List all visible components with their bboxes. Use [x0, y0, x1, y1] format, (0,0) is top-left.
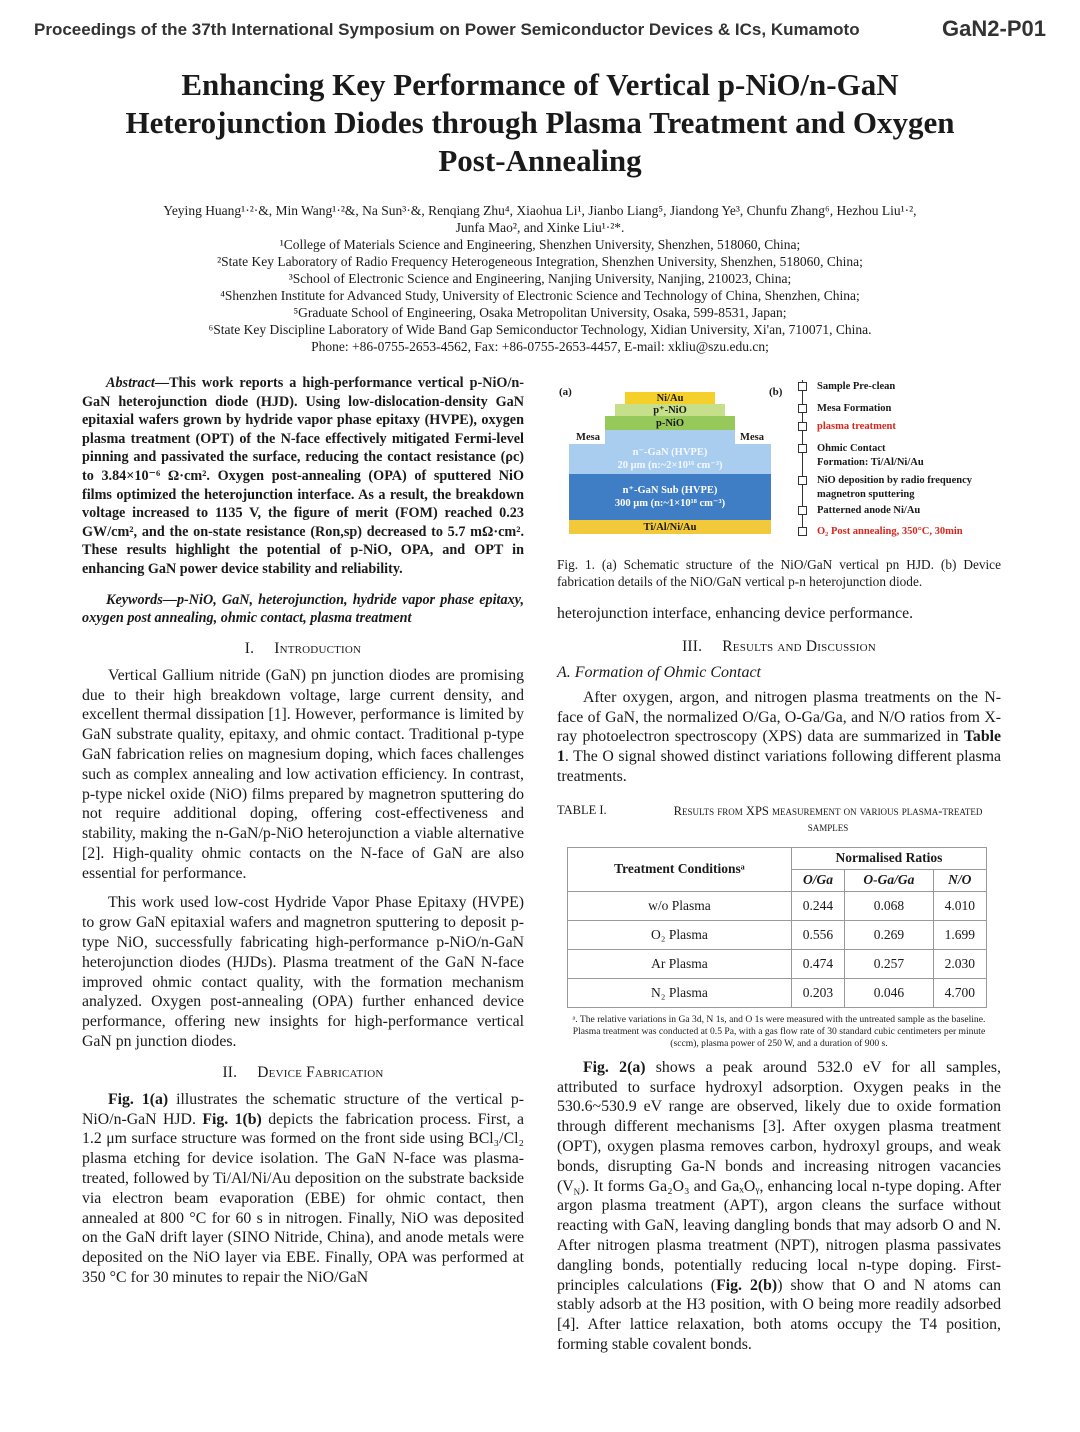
affiliation: ²State Key Laboratory of Radio Frequency Heterogeneous Integration, Shenzhen University, Shenzhen, 518060, China; [217, 254, 863, 269]
section-heading-results [557, 638, 1001, 656]
header-normalised-ratios: Normalised Ratios [791, 847, 986, 869]
figure-reference: Fig. 1(a) [108, 1090, 169, 1108]
section-heading-fabrication [82, 1064, 524, 1082]
paragraph-text: illustrates the schematic structure of the vertical p-NiO/n-GaN HJD. [82, 1090, 524, 1128]
substrate-label: n⁺-GaN Sub (HVPE) [622, 485, 718, 496]
step-pre-clean: Sample Pre-clean [817, 381, 896, 392]
step-anode: Patterned anode Ni/Au [817, 505, 921, 516]
paragraph-text: ). It forms Ga₂O₃ and GaₓOᵧ, enhancing local n-type doping. After argon plasma treatment (APT), argon cleans the surface without reacting with GaN, leaving dangling bonds that may adsorb O and N. After nitrogen plasma treatment (NPT), nitrogen plasma passivates dangling bonds, potentially reducing local n-type doping. First-principles calculations ( [557, 1177, 1001, 1294]
figure-1-caption: Fig. 1. (a) Schematic structure of the NiO/GaN vertical pn HJD. (b) Device fabrication details of the NiO/GaN vertical p-n heterojunction diode. [557, 557, 1001, 589]
header-col: N/O [933, 869, 986, 891]
drift-label: n⁻-GaN (HVPE) [632, 447, 708, 458]
header-col: O-Ga/Ga [845, 869, 933, 891]
table-row [568, 891, 987, 920]
subscript: N [573, 1186, 581, 1197]
cell: 0.269 [845, 920, 933, 949]
cell: 4.700 [933, 978, 986, 1007]
table-1-title [557, 803, 1001, 837]
step-marker [798, 444, 807, 453]
section-number: III. [682, 637, 703, 655]
header-treatment: Treatment Conditionsᵃ [568, 847, 792, 891]
step-ohmic-metal: Formation: Ti/Al/Ni/Au [817, 457, 924, 468]
cell: 0.046 [845, 978, 933, 1007]
step-marker [798, 404, 807, 413]
subsection-heading: A. Formation of Ohmic Contact [557, 663, 761, 681]
affiliation: ⁴Shenzhen Institute for Advanced Study, University of Electronic Science and Technology of China, Shenzhen, China; [220, 288, 860, 303]
row-label: Ar Plasma [568, 949, 792, 978]
mesa-label-left: Mesa [576, 431, 600, 443]
left-column [82, 374, 524, 1288]
section-number: II. [222, 1063, 238, 1081]
title-line: Enhancing Key Performance of Vertical p-NiO/n-GaN [181, 67, 899, 102]
figure-1 [557, 374, 1001, 552]
step-marker [798, 506, 807, 515]
step-nio-deposition: NiO deposition by radio frequency [817, 475, 972, 486]
step-marker [798, 527, 807, 536]
abstract-lead: Abstract [106, 375, 155, 391]
proceedings-title: Proceedings of the 37th International Symposium on Power Semiconductor Devices & ICs, Kumamoto [34, 20, 860, 39]
step-mesa: Mesa Formation [817, 403, 892, 414]
cell: 4.010 [933, 891, 986, 920]
figure-label-b: (b) [769, 386, 783, 398]
layer-p-nio: p-NiO [605, 416, 735, 430]
step-marker [798, 476, 807, 485]
cell: 1.699 [933, 920, 986, 949]
paragraph-text: . The O signal showed distinct variations following different plasma treatments. [557, 748, 1001, 785]
paragraph-continuation: heterojunction interface, enhancing device performance. [557, 605, 914, 622]
keywords: Keywords—p-NiO, GaN, heterojunction, hydride vapor phase epitaxy, oxygen post annealing, ohmic contact, plasma treatment [82, 591, 524, 627]
affiliation: ⁵Graduate School of Engineering, Osaka Metropolitan University, Osaka, 599-8531, Japan; [293, 305, 787, 320]
section-number: I. [244, 639, 255, 657]
paragraph-text: ) show that O and N atoms can stably adsorb at the H3 position, with O being more readily adsorbed [4]. After lattice relaxation, both atoms occupy the T4 position, forming stable covalent bonds. [557, 1276, 1001, 1353]
intro-paragraph: This work used low-cost Hydride Vapor Phase Epitaxy (HVPE) to grow GaN epitaxial wafers and magnetron sputtering to deposit p-type NiO, successfully fabricating high-performance p-NiO/n-GaN heterojunction diodes (HJDs). Plasma treatment of the GaN N-face improved ohmic contact quality, with the formation mechanism analyzed. Oxygen post-annealing (OPA) further enhanced device performance, offering new insights for high-performance vertical GaN pn junction diodes. [82, 894, 524, 1051]
layer-p-plus-nio: p⁺-NiO [615, 404, 725, 416]
author-list: Yeying Huang¹·²·&, Min Wang¹·²&, Na Sun³·&, Renqiang Zhu⁴, Xiaohua Li¹, Jianbo Liang⁵, Jiandong Ye³, Chunfu Zhang⁶, Hezhou Liu¹·², [163, 203, 917, 218]
header-col: O/Ga [791, 869, 844, 891]
paragraph-text: After oxygen, argon, and nitrogen plasma treatments on the N-face of GaN, the normalized O/Ga, O-Ga/Ga, and N/O ratios from X-ray photoelectron spectroscopy (XPS) data are summarized in [557, 688, 1001, 746]
author-list-cont: Junfa Mao², and Xinke Liu¹·²*. [455, 220, 625, 235]
abstract-text: —This work reports a high-performance vertical p-NiO/n-GaN heterojunction diode (HJD). Using low-dislocation-density GaN epitaxial wafers grown by hydride vapor phase epitaxy (HVPE), oxygen plasma treatment (OPT) of the N-face effectively mitigated Fermi-level pinning and passivated the surface, reducing the contact resistance (ρc) to 3.84×10⁻⁶ Ω·cm². Oxygen post-annealing (OPA) of sputtered NiO films optimized the heterojunction interface. As a result, the breakdown voltage increased to 1135 V, the figure of merit (FOM) reached 0.23 GW/cm², and the on-state resistance (Ron,sp) decreased to 5.7 mΩ·cm². These results highlight the potential of p-NiO, OPA, and OPT in enhancing GaN power device stability and reliability. [82, 375, 524, 577]
cell: 0.068 [845, 891, 933, 920]
table-name: Results from XPS measurement on various plasma-treated samples [673, 803, 983, 834]
layer-drift [569, 444, 771, 474]
figure-reference: Fig. 1(b) [202, 1110, 262, 1128]
paragraph-text: shows a peak around 532.0 eV for all samples, attributed to surface hydroxyl adsorption. Oxygen peaks in the 530.6~530.9 eV range are observed, likely due to oxide formation through different mechanisms [3]. After oxygen plasma treatment (OPT), oxygen plasma removes carbon, hydroxyl groups, and weak bonds, disrupting Ga-N bonds and increasing nitrogen vacancies (V [557, 1058, 1002, 1195]
layer-cathode: Ti/Al/Ni/Au [569, 520, 771, 534]
affiliation: ³School of Electronic Science and Engineering, Nanjing University, Nanjing, 210023, China; [288, 271, 792, 286]
table-row [568, 920, 987, 949]
table-row [568, 949, 987, 978]
right-column [557, 374, 1001, 1355]
affiliation: ¹College of Materials Science and Engineering, Shenzhen University, Shenzhen, 518060, China; [279, 237, 801, 252]
title-line: Post-Annealing [438, 143, 642, 178]
step-marker [798, 422, 807, 431]
paragraph-text: depicts the fabrication process. First, a 1.2 μm surface structure was formed on the front side using BCl₃/Cl₂ plasma etching for device isolation. The GaN N-face was plasma-treated, followed by Ti/Al/Ni/Au deposition on the substrate backside via electron beam evaporation (EBE) for ohmic contact, then annealed at 800 °C for 60 s in nitrogen. Finally, NiO was deposited on the GaN drift layer (SINO Nitride, China), and anode metals were deposited on the NiO layer via EBE. Finally, OPA was performed at 350 °C for 30 minutes to repair the NiO/GaN [82, 1110, 524, 1287]
section-title: Results and Discussion [722, 637, 876, 655]
row-label: O₂ Plasma [568, 920, 792, 949]
cell: 2.030 [933, 949, 986, 978]
drift-doping: 20 μm (n:~2×10¹⁶ cm⁻³) [617, 460, 723, 471]
layer-ni-au: Ni/Au [625, 392, 715, 404]
ohmic-paragraph [557, 688, 1001, 787]
cell: 0.203 [791, 978, 844, 1007]
mesa-label-right: Mesa [740, 431, 764, 443]
affiliation: ⁶State Key Discipline Laboratory of Wide Band Gap Semiconductor Technology, Xidian University, Xi'an, 710071, China. [208, 322, 872, 337]
cell: 0.244 [791, 891, 844, 920]
table-footnote: ᵃ. The relative variations in Ga 3d, N 1s, and O 1s were measured with the untreated sample as the baseline. Plasma treatment was conducted at 0.5 Pa, with a gas flow rate of 30 standard cubic centimeters per minute (sccm), plasma power of 250 W, and a duration of 900 s. [572, 1013, 986, 1049]
mesa-top [605, 430, 735, 444]
cell: 0.556 [791, 920, 844, 949]
step-plasma: plasma treatment [817, 421, 896, 432]
fabrication-paragraph [82, 1090, 524, 1288]
contact-info: Phone: +86-0755-2653-4562, Fax: +86-0755-2653-4457, E-mail: xkliu@szu.edu.cn; [311, 339, 769, 354]
step-post-annealing: O₂ Post annealing, 350°C, 30min [817, 526, 963, 537]
row-label: w/o Plasma [568, 891, 792, 920]
title-line: Heterojunction Diodes through Plasma Treatment and Oxygen [125, 105, 955, 140]
layer-substrate [569, 474, 771, 520]
author-block [90, 202, 990, 355]
figure-reference: Fig. 2(b) [716, 1276, 778, 1294]
fig2-paragraph [557, 1058, 1001, 1355]
step-ohmic: Ohmic Contact [817, 443, 886, 454]
section-title: Device Fabrication [257, 1063, 384, 1081]
substrate-doping: 300 μm (n:~1×10¹⁸ cm⁻³) [614, 498, 726, 509]
figure-label-a: (a) [559, 386, 572, 398]
step-nio-method: magnetron sputtering [817, 489, 915, 500]
table-header-row [568, 847, 987, 869]
cell: 0.474 [791, 949, 844, 978]
cell: 0.257 [845, 949, 933, 978]
paper-title [60, 66, 1020, 180]
step-marker [798, 382, 807, 391]
paper-id: GaN2-P01 [942, 16, 1046, 41]
row-label: N₂ Plasma [568, 978, 792, 1007]
table-number: TABLE I. [557, 802, 607, 817]
abstract [82, 374, 524, 579]
section-title: Introduction [274, 639, 362, 657]
table-reference: Table 1 [557, 728, 1001, 766]
intro-paragraph: Vertical Gallium nitride (GaN) pn junction diodes are promising due to their high breakdown voltage, large current density, and excellent thermal dissipation [1]. However, performance is limited by GaN substrate quality, epitaxy, and ohmic contact. Traditional p-type GaN fabrication relies on magnesium doping, which faces challenges such as complex annealing and low activation efficiency. In contrast, p-type nickel oxide (NiO) films prepared by magnetron sputtering do not require additional doping, offering cost-effectiveness and stability, making the n-GaN/p-NiO heterojunction a viable alternative [2]. High-quality ohmic contacts on the N-face of GaN are also essential for performance. [82, 666, 524, 882]
table-1 [567, 847, 987, 1008]
table-row [568, 978, 987, 1007]
section-heading-intro [82, 640, 524, 658]
figure-reference: Fig. 2(a) [583, 1058, 646, 1076]
header-bar [34, 18, 1050, 44]
